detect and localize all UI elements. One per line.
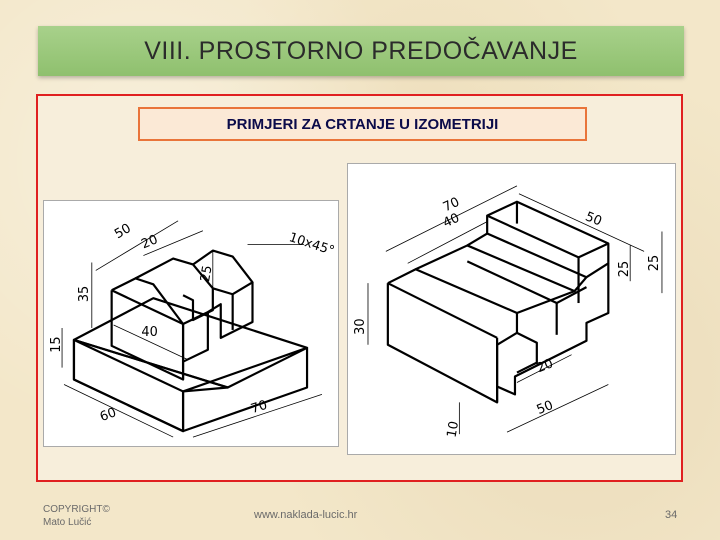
step-mid-front bbox=[467, 261, 586, 303]
dim-label-15: 15 bbox=[49, 336, 65, 353]
upright-right-block bbox=[208, 282, 253, 338]
dim-label-40: 40 bbox=[141, 324, 158, 340]
isometric-drawing-left-svg bbox=[44, 201, 338, 446]
dim-label-50-top: 50 bbox=[582, 209, 604, 230]
isometric-drawing-left bbox=[43, 200, 339, 447]
dim-label-70: 70 bbox=[249, 397, 270, 418]
isometric-drawing-right bbox=[347, 163, 676, 455]
dim-label-40-right: 40 bbox=[440, 210, 463, 232]
base-left-face bbox=[74, 340, 228, 431]
dim-label-60: 60 bbox=[97, 405, 119, 425]
dim-line-60 bbox=[64, 385, 173, 438]
page-number: 34 bbox=[665, 509, 678, 521]
base-top-right-edge bbox=[183, 348, 307, 392]
dim-label-35: 35 bbox=[76, 285, 92, 303]
dim-label-20-right: 20 bbox=[534, 356, 556, 377]
footer-copyright bbox=[43, 503, 133, 529]
footer-url: www.naklada-lucic.hr bbox=[254, 509, 358, 521]
dim-line-50-top bbox=[519, 194, 644, 252]
subtitle-box bbox=[138, 107, 587, 141]
copyright-line-1: COPYRIGHT© bbox=[43, 504, 110, 515]
base-top-front-edge bbox=[74, 340, 183, 392]
dim-line-50-bottom bbox=[507, 384, 608, 432]
dim-label-10x45: 10x45° bbox=[286, 230, 337, 259]
dim-label-10: 10 bbox=[444, 420, 463, 439]
base-top-face bbox=[74, 298, 307, 387]
dim-label-25a: 25 bbox=[617, 260, 633, 278]
dim-label-50-bottom: 50 bbox=[534, 397, 556, 418]
step-two bbox=[467, 234, 586, 292]
copyright-line-2: Mato Lučić bbox=[43, 517, 92, 528]
slide-title-bar bbox=[38, 26, 684, 76]
dim-label-25b: 25 bbox=[646, 254, 662, 272]
dim-label-70-right: 70 bbox=[440, 194, 463, 216]
isometric-drawing-right-svg bbox=[348, 164, 675, 454]
dim-label-25: 25 bbox=[198, 264, 216, 284]
slide-title: VIII. PROSTORNO PREDOČAVANJE bbox=[144, 36, 578, 65]
dim-label-50: 50 bbox=[112, 220, 134, 243]
dim-label-30: 30 bbox=[353, 318, 369, 335]
subtitle-text: PRIMJERI ZA CRTANJE U IZOMETRIJI bbox=[226, 115, 499, 133]
body-top-front-edge bbox=[388, 283, 497, 338]
dim-label-20: 20 bbox=[139, 232, 161, 253]
